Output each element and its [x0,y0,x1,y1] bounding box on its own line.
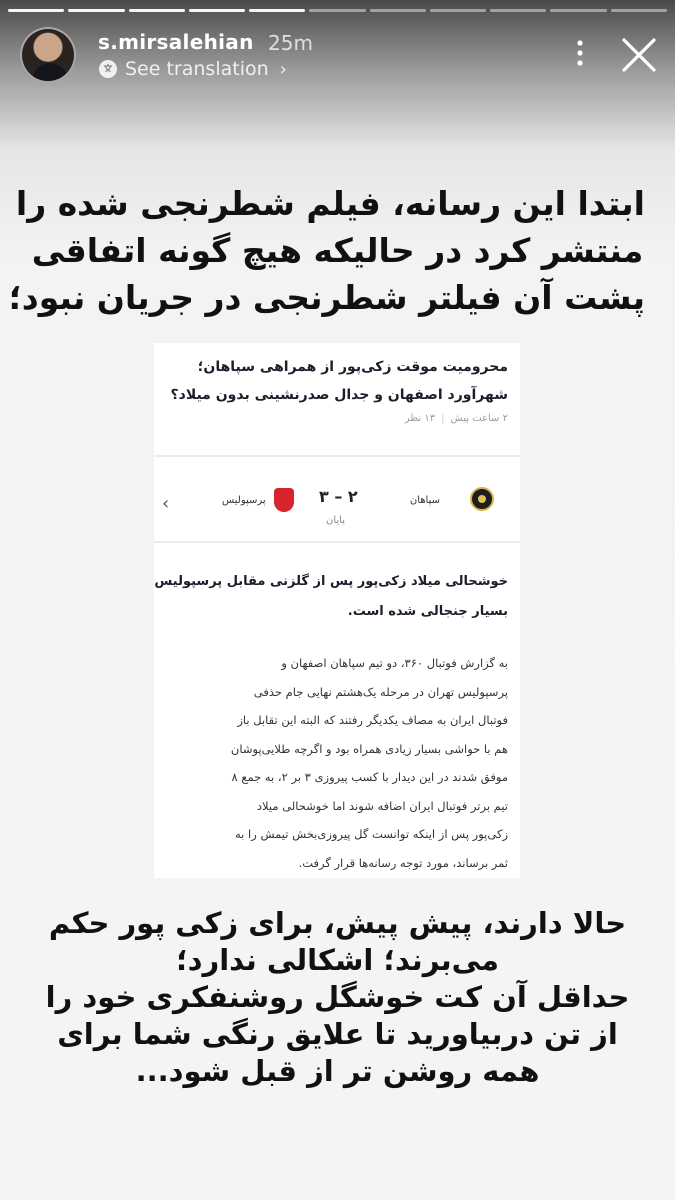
article-body-line: زکی‌پور پس از اینکه توانست گل پیروزی‌بخش تیمش را به [235,827,508,841]
article-screenshot [154,343,520,878]
story-progress-segment [370,9,426,12]
story-progress-segment [249,9,305,12]
see-translation-button[interactable] [98,58,287,80]
article-body-line: فوتبال ایران به مصاف یکدیگر رفتند که البته این تقابل باز [237,713,508,727]
sepahan-logo-icon [470,487,494,511]
article-comments: ۱۳ نظر [404,413,436,424]
time-ago: 25m [268,31,313,55]
story-progress-segment [611,9,667,12]
story-text-bottom [30,905,645,1090]
story-progress-segment [490,9,546,12]
username[interactable]: s.mirsalehian [98,30,254,54]
story-progress-segment [430,9,486,12]
see-translation-label: See translation [125,58,269,80]
story-text-line: حداقل آن کت خوشگل روشنفکری خود را [45,980,630,1014]
match-status: پایان [326,515,346,526]
story-progress-segment [189,9,245,12]
article-lead [154,567,508,627]
story-text-line: ابتدا این رسانه، فیلم شطرنجی شده را [15,184,645,223]
article-time: ۲ ساعت پیش [450,413,508,424]
article-meta: ۲ ساعت پیش|۱۳ نظر [404,413,508,424]
more-options-icon[interactable] [565,38,595,68]
story-progress-segment [309,9,365,12]
team-home: سپاهان [409,495,440,506]
story-text-top [8,180,645,321]
close-icon[interactable] [620,36,658,74]
story-progress-segment [68,9,124,12]
persepolis-logo-icon [274,488,294,512]
story-progress-segment [550,9,606,12]
article-body-line: به گزارش فوتبال ۳۶۰، دو تیم سپاهان اصفهان و [281,656,508,670]
chevron-right-icon: › [279,58,287,80]
article-title-line: شهرآورد اصفهان و جدال صدرنشینی بدون میلاد؟ [170,387,508,403]
story-text-line: حالا دارند، پیش پیش، برای زکی پور حکم [48,906,627,940]
article-title-line: محرومیت موقت زکی‌پور از همراهی سپاهان؛ [197,359,508,375]
story-text-line: همه روشن تر از قبل شود... [135,1054,540,1088]
article-body-line: ثمر برساند، مورد توجه رسانه‌ها قرار گرفت. [298,855,508,870]
article-lead-line: خوشحالی میلاد زکی‌پور پس از گلزنی مقابل پرسپولیس [154,574,508,589]
divider [154,455,520,457]
article-body [164,649,508,877]
article-lead-line: بسیار جنجالی شده است. [347,604,508,619]
story-progress-bar [8,9,667,12]
story-text-line: منتشر کرد در حالیکه هیچ گونه اتفاقی [31,231,644,270]
article-body-line: موفق شدند در این دیدار با کسب پیروزی ۳ بر ۲، به جمع ۸ [231,770,508,784]
team-away: پرسپولیس [222,495,266,506]
story-text-line: از تن دربیاورید تا علایق رنگی شما برای [57,1017,618,1051]
divider [154,541,520,543]
avatar[interactable] [20,27,76,83]
story-text-line: پشت آن فیلتر شطرنجی در جریان نبود؛ [8,278,645,317]
story-text-line: می‌برند؛ اشکالی ندارد؛ [176,943,499,977]
article-body-line: تیم برتر فوتبال ایران اضافه شوند اما خوشحالی میلاد [256,798,508,813]
story-progress-segment [8,9,64,12]
translate-icon [98,59,118,79]
match-score: ۳ – ۲ [319,487,358,506]
article-body-line: پرسپولیس تهران در مرحله یک‌هشتم نهایی جام حذفی [253,684,508,699]
story-progress-segment [129,9,185,12]
article-title [154,343,520,409]
match-result [154,473,520,541]
article-body-line: هم با حواشی بسیار زیادی همراه بود و اگرچه طلایی‌پوشان [230,741,508,756]
chevron-left-icon: ‹ [162,493,170,514]
